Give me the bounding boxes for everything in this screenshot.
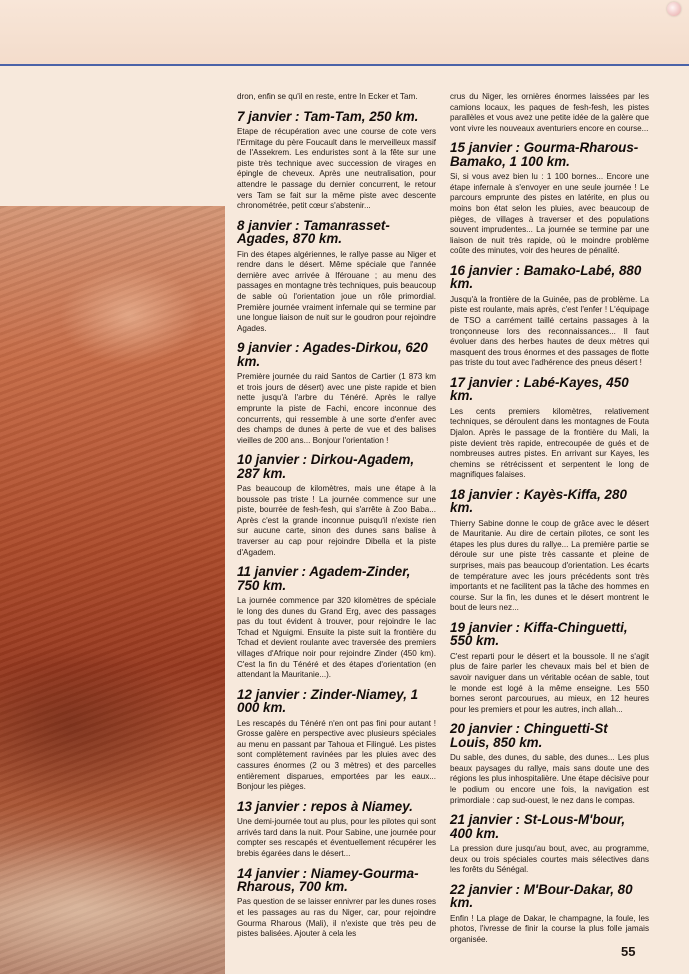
column-intro: crus du Niger, les ornières énormes laissées par les camions locaux, les paques de fesh-fesh, les pistes parallèles et vous avez une petite idée de la galère que vont vivre les nouveaux aventuriers encore en course... [450, 92, 649, 133]
stage-body: Jusqu'à la frontière de la Guinée, pas de problème. La piste est roulante, mais après, c'est l'enfer ! L'équipage de TSO a carrément taillé certains passages à la tronçonneuse lors des reconnaissances... Il faut évoluer dans des herbes hautes de deux mètres qui masquent des trous énormes et des passages de flotte pas triste du tout avec l'adhérence des pneus désert ! [450, 294, 649, 368]
stage-heading: 9 janvier : Agades-Dirkou, 620 km. [237, 340, 428, 369]
stage-body: La journée commence par 320 kilomètres de spéciale le long des dunes du Grand Erg, avec des passages pas du tout évident à trouver, pour rejoindre le lac Tchad et Nguigmi. Ensuite la piste suit la frontière du Tchad et devient roulante avec traversée des premiers villages d'Afrique noir pour rejoindre Zinder (450 km). C'est la fin du Ténéré et des étapes d'orientation (en attendant la Mauritanie...). [237, 596, 436, 680]
stage-heading: 20 janvier : Chinguetti-St Louis, 850 km. [450, 721, 608, 750]
stage-heading: 11 janvier : Agadem-Zinder, 750 km. [237, 564, 411, 593]
stage-heading: 16 janvier : Bamako-Labé, 880 km. [450, 262, 642, 292]
stage-heading: 7 janvier : Tam-Tam, 250 km. [237, 108, 419, 124]
stage-body: Pas question de se laisser ennivrer par les dunes roses et les passages au ras du Niger, car, pour rejoindre Gourma Rharous (Mali), il n'existe que très peu de pistes balisées. Ajouter à cela les [237, 897, 436, 939]
stage-body: Première journée du raid Santos de Cartier (1 873 km et trois jours de désert) avec une piste rapide et bien nette jusqu'à l'arbre du Ténéré. Après le rallye emprunte la piste de Fachi, encore inconnue des concurrents, qui ressemble à une sorte d'enfer avec des champs de dunes à perte de vue et des balises vieilles de 200 ans... Bonjour l'orientation ! [237, 372, 436, 445]
stage-body: La pression dure jusqu'au bout, avec, au programme, deux ou trois spéciales courtes mais sélectives dans les forêts du Sénégal. [450, 844, 649, 875]
stage-heading: 15 janvier : Gourma-Rharous-Bamako, 1 100 km. [450, 140, 639, 169]
stage-body: Etape de récupération avec une course de cote vers l'Ermitage du père Foucault dans le merveilleux massif de l'Assekrem. Les enduristes sont à la fête sur une piste très technique avec succession de virages en épingle de cheveux. Après une neutralisation, pour attendre le passage du dernier concurrent, le retour vers Tam se fait sur la même piste avec descente chronométrée, petit cœur s'abstenir... [237, 127, 436, 211]
stage-body: Enfin ! La plage de Dakar, le champagne, la foule, les photos, l'ivresse de finir la course la plus folle jamais organisée. [450, 913, 649, 944]
stage-heading: 13 janvier : repos à Niamey. [237, 798, 413, 814]
desert-photo [0, 206, 225, 974]
stage-heading: 17 janvier : Labé-Kayes, 450 km. [450, 374, 629, 404]
stage-heading: 10 janvier : Dirkou-Agadem, 287 km. [237, 452, 415, 481]
stage-heading: 19 janvier : Kiffa-Chinguetti, 550 km. [450, 620, 628, 649]
stage-body: Thierry Sabine donne le coup de grâce avec le désert de Mauritanie. Au dire de certain pilotes, ce sont les étapes les plus dures du rallye... La première partie se déroule sur une piste très cassante et pleine de surprises, mais pas beaucoup d'orientation. Les écarts de température avec les jours précédents sont très importants et ne facilitent pas la tâche des hommes en course. Sur la fin, les dunes et le désert montrent le bout de leurs nez... [450, 518, 649, 613]
column-intro: dron, enfin se qu'il en reste, entre In Ecker et Tam. [237, 92, 418, 101]
stage-body: Pas beaucoup de kilomètres, mais une étape à la boussole pas triste ! La journée commence sur une piste, bourrée de fesh-fesh, qui s'arrête à Zoo Baba... Après c'est la grande inconnue puisqu'il n'existe rien sur aucune carte, sinon des dunes sans balise à traverser au cap pour rejoindre Dibella et la piste d'Agadem. [237, 484, 436, 557]
corner-dot [667, 2, 681, 16]
top-rule [0, 64, 689, 66]
page-number: 55 [621, 944, 636, 959]
text-column-right [450, 92, 649, 950]
stage-heading: 12 janvier : Zinder-Niamey, 1 000 km. [237, 686, 419, 716]
stage-heading: 14 janvier : Niamey-Gourma-Rharous, 700 km. [237, 865, 419, 894]
stage-heading: 8 janvier : Tamanrasset-Agades, 870 km. [237, 217, 390, 247]
stage-body: Les cents premiers kilomètres, relativement techniques, se déroulent dans les montagnes de Fouta Djalon. Après le passage de la frontière du Mali, la piste devient très rapide, entrecoupée de gués et de nombreuses autres pistes. En arrivant sur Kayes, les chemins se rétrécissent et serpentent le long de magnifiques falaises. [450, 406, 649, 480]
top-band [0, 0, 689, 66]
stage-body: C'est reparti pour le désert et la boussole. Il ne s'agit plus de faire parler les chevaux mais bel et bien de savoir naviguer dans un véritable océan de sable, tout le monde est logé à la même enseigne. Les 550 bornes seront parcourues, au mieux, en 12 heures pour les premiers et pour les autres, inch allah... [450, 651, 649, 714]
stage-heading: 18 janvier : Kayès-Kiffa, 280 km. [450, 486, 627, 516]
text-column-left [237, 92, 436, 945]
stage-heading: 21 janvier : St-Lous-M'bour, 400 km. [450, 812, 626, 841]
stage-body: Les rescapés du Ténéré n'en ont pas fini pour autant ! Grosse galère en perspective avec plusieurs spéciales au menu en passant par Tahoua et Filingué. Les pistes sont complètement ravinées par les pluies avec des cassures énormes (2 ou 3 mètres) et des parcelles entièrement disparues, emportées par les eaux... Bonjour les pièges. [237, 718, 436, 792]
stage-body: Fin des étapes algériennes, le rallye passe au Niger et rendre dans le désert. Même spéciale que l'année dernière avec arrivée à Iférouane ; au menu des passages en montagne très techniques, puis beaucoup de sable où l'orientation joue un rôle primordial. Première journée vraiment infernale qui se termine par une longue liaison de nuit sur le goudron pour rejoindre Agades. [237, 249, 436, 333]
stage-heading: 22 janvier : M'Bour-Dakar, 80 km. [450, 881, 633, 911]
stage-body: Du sable, des dunes, du sable, des dunes... Les plus beaux paysages du rallye, mais sans doute une des régions les plus inhospitalière. Une étape décisive pour le podium ou encore une fois, la navigation est primordiale : cap sud-ouest, le nez dans le compas. [450, 753, 649, 805]
stage-body: Si, si vous avez bien lu : 1 100 bornes... Encore une étape infernale à s'envoyer en une seule journée ! Le parcours emprunte des pistes en latérite, en plus ou moins bon état selon les pluies, avec beaucoup de pièges, de villages à traverser et des populations souvent imprudentes... La journée se termine par une liaison de nuit très rapide, où le moindre problème coûte des minutes, voir des heures de pénalité. [450, 172, 649, 256]
stage-body: Une demi-journée tout au plus, pour les pilotes qui sont arrivés tard dans la nuit. Pour Sabine, une journée pour compter ses rescapés et éventuellement récupérer les brebis égarées dans le désert... [237, 817, 436, 858]
